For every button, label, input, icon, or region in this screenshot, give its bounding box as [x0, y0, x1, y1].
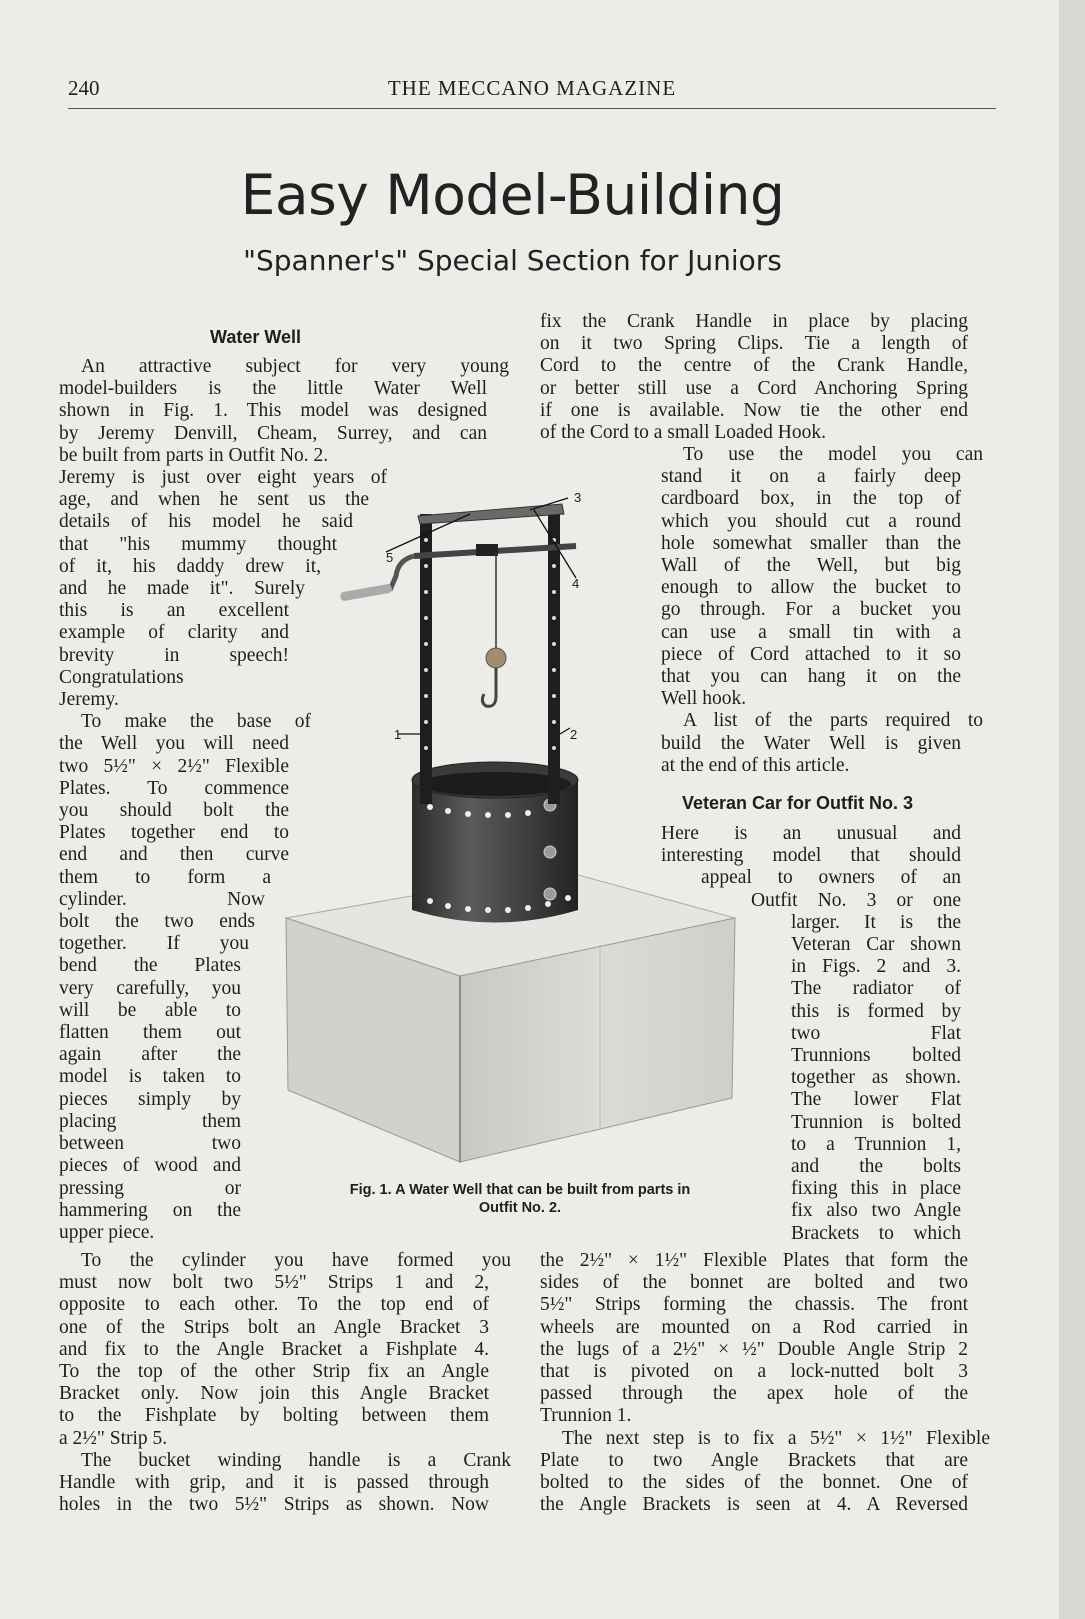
text-line: An attractive subject for very young — [81, 356, 509, 377]
text-line: wheels are mounted on a Rod carried in — [540, 1316, 968, 1338]
text-line: the Well you will need — [59, 733, 289, 755]
text-line: be built from parts in Outfit No. 2. — [59, 444, 329, 466]
text-line: the Angle Brackets is seen at 4. A Reversed — [540, 1494, 968, 1516]
text-line: Plate to two Angle Brackets that are — [540, 1449, 968, 1471]
text-line: Plates together end to — [59, 822, 289, 844]
text-line: Cord to the centre of the Crank Handle, — [540, 355, 968, 377]
text-line: can use a small tin with a — [661, 621, 961, 643]
text-line: placing them — [59, 1110, 241, 1132]
text-line: pieces simply by — [59, 1088, 241, 1110]
text-line: stand it on a fairly deep — [661, 466, 961, 488]
text-line: that you can hang it on the — [661, 666, 961, 688]
text-line: Plates. To commence — [59, 777, 289, 799]
text-line: Veteran Car shown — [791, 934, 961, 956]
text-line: this is formed by — [791, 1000, 961, 1022]
figure-caption — [290, 1181, 750, 1217]
text-line: sides of the bonnet are bolted and two — [540, 1272, 968, 1294]
text-line: if one is available. Now tie the other end — [540, 399, 968, 421]
text-line: the 2½" × 1½" Flexible Plates that form the — [540, 1250, 968, 1271]
text-line: Brackets to which — [791, 1222, 961, 1244]
text-line: together as shown. — [791, 1067, 961, 1089]
text-line: Here is an unusual and — [661, 823, 961, 844]
text-line: of the Cord to a small Loaded Hook. — [540, 422, 826, 444]
text-line: To use the model you can — [683, 444, 983, 465]
text-line: on it two Spring Clips. Tie a length of — [540, 333, 968, 355]
text-line: together. If you — [59, 933, 249, 955]
text-line: Wall of the Well, but big — [661, 555, 961, 577]
text-line: two 5½" × 2½" Flexible — [59, 755, 289, 777]
text-line: flatten them out — [59, 1022, 241, 1044]
text-line: opposite to each other. To the top end of — [59, 1294, 489, 1316]
water-well-heading: Water Well — [210, 327, 302, 347]
text-line: larger. It is the — [791, 911, 961, 933]
loaded-hook — [486, 648, 506, 668]
water-well-bottom-text — [59, 1250, 511, 1516]
text-line: and he made it". Surely — [59, 578, 305, 600]
text-line: The radiator of — [791, 978, 961, 1000]
text-line: A list of the parts required to — [683, 710, 983, 732]
text-line: bolted to the sides of the bonnet. One of — [540, 1472, 968, 1494]
text-line: Jeremy is just over eight years of — [59, 467, 387, 488]
text-line: to the Fishplate by bolting between them — [59, 1405, 489, 1427]
text-line: which you should cut a round — [661, 510, 961, 532]
text-line: bolt the two ends — [59, 911, 255, 933]
text-line: and the bolts — [791, 1156, 961, 1178]
figure-label-4: 4 — [572, 576, 580, 591]
text-line: details of his model he said — [59, 511, 353, 533]
text-line: and fix to the Angle Bracket a Fishplate 4. — [59, 1338, 489, 1360]
veteran-car-heading: Veteran Car for Outfit No. 3 — [682, 793, 914, 813]
text-line: again after the — [59, 1044, 241, 1066]
figure-caption-line-1: Fig. 1. A Water Well that can be built from parts in — [349, 1182, 691, 1198]
text-line: fixing this in place — [791, 1178, 961, 1200]
text-line: shown in Fig. 1. This model was designed — [59, 400, 487, 422]
text-line: Trunnion is bolted — [791, 1111, 961, 1133]
text-line: Congratulations — [59, 666, 184, 688]
veteran-car-bottom-text — [540, 1250, 990, 1516]
text-line: hammering on the — [59, 1199, 241, 1221]
text-line: to a Trunnion 1, — [791, 1133, 961, 1155]
page-edge — [1059, 0, 1085, 1619]
text-line: you should bolt the — [59, 800, 289, 822]
strip-5 — [418, 504, 564, 524]
text-line: a 2½" Strip 5. — [59, 1427, 168, 1449]
article-title: Easy Model-Building — [240, 163, 785, 227]
text-line: Trunnion 1. — [540, 1405, 632, 1427]
text-line: model is taken to — [59, 1066, 241, 1088]
text-line: go through. For a bucket you — [661, 599, 961, 621]
strip-2 — [548, 514, 560, 804]
text-line: appeal to owners of an — [701, 867, 961, 889]
article-subtitle: "Spanner's" Special Section for Juniors — [243, 244, 782, 277]
figure-label-2: 2 — [570, 727, 578, 742]
text-line: interesting model that should — [661, 845, 961, 867]
text-line: enough to allow the bucket to — [661, 577, 961, 599]
right-column-top-text — [540, 311, 982, 444]
text-line: in Figs. 2 and 3. — [791, 956, 961, 978]
water-well-intro — [59, 356, 509, 467]
text-line: The lower Flat — [791, 1089, 961, 1111]
text-line: between two — [59, 1133, 241, 1155]
text-line: holes in the two 5½" Strips as shown. Now — [59, 1494, 489, 1516]
text-line: build the Water Well is given — [661, 732, 961, 754]
text-line: two Flat — [791, 1022, 961, 1044]
text-line: Well hook. — [661, 688, 747, 710]
text-line: To the cylinder you have formed you — [81, 1250, 511, 1271]
text-line: at the end of this article. — [661, 754, 850, 776]
text-line: piece of Cord attached to it so — [661, 643, 961, 665]
text-line: them to form a — [59, 866, 271, 888]
text-line: passed through the apex hole of the — [540, 1383, 968, 1405]
page-header — [68, 76, 996, 109]
figure-label-3: 3 — [574, 490, 582, 505]
text-line: one of the Strips bolt an Angle Bracket 3 — [59, 1316, 489, 1338]
text-line: that "his mummy thought — [59, 533, 337, 555]
figure-label-5: 5 — [386, 550, 394, 565]
text-line: The bucket winding handle is a Crank — [81, 1449, 511, 1471]
text-line: bend the Plates — [59, 955, 241, 977]
text-line: fix the Crank Handle in place by placing — [540, 311, 968, 332]
text-line: model-builders is the little Water Well — [59, 378, 487, 400]
text-line: this is an excellent — [59, 600, 289, 622]
text-line: brevity in speech! — [59, 644, 289, 666]
water-well-photo — [280, 490, 750, 1170]
text-line: 5½" Strips forming the chassis. The front — [540, 1294, 968, 1316]
text-line: Handle with grip, and it is passed through — [59, 1472, 489, 1494]
text-line: age, and when he sent us the — [59, 489, 369, 511]
text-line: or better still use a Cord Anchoring Spring — [540, 377, 968, 399]
text-line: example of clarity and — [59, 622, 289, 644]
figure-label-1: 1 — [394, 727, 402, 742]
text-line: pieces of wood and — [59, 1155, 241, 1177]
text-line: very carefully, you — [59, 977, 241, 999]
text-line: must now bolt two 5½" Strips 1 and 2, — [59, 1272, 489, 1294]
text-line: by Jeremy Denvill, Cheam, Surrey, and can — [59, 422, 487, 444]
text-line: upper piece. — [59, 1221, 155, 1243]
text-line: end and then curve — [59, 844, 289, 866]
text-line: Outfit No. 3 or one — [751, 889, 961, 911]
text-line: Trunnions bolted — [791, 1045, 961, 1067]
text-line: Bracket only. Now join this Angle Bracket — [59, 1383, 489, 1405]
text-line: To make the base of — [81, 711, 311, 733]
text-line: of it, his daddy drew it, — [59, 555, 321, 577]
text-line: pressing or — [59, 1177, 241, 1199]
text-line: cylinder. Now — [59, 888, 265, 910]
text-line: Jeremy. — [59, 689, 119, 711]
text-line: that is pivoted on a lock-nutted bolt 3 — [540, 1361, 968, 1383]
figure-caption-line-2: Outfit No. 2. — [478, 1200, 562, 1216]
page-number: 240 — [68, 76, 100, 100]
text-line: hole somewhat smaller than the — [661, 532, 961, 554]
magazine-title: THE MECCANO MAGAZINE — [387, 76, 677, 100]
text-line: The next step is to fix a 5½" × 1½" Flexible — [562, 1427, 990, 1449]
text-line: cardboard box, in the top of — [661, 488, 961, 510]
text-line: fix also two Angle — [791, 1200, 961, 1222]
text-line: the lugs of a 2½" × ½" Double Angle Strip 2 — [540, 1338, 968, 1360]
text-line: To the top of the other Strip fix an Angle — [59, 1361, 489, 1383]
text-line: will be able to — [59, 999, 241, 1021]
